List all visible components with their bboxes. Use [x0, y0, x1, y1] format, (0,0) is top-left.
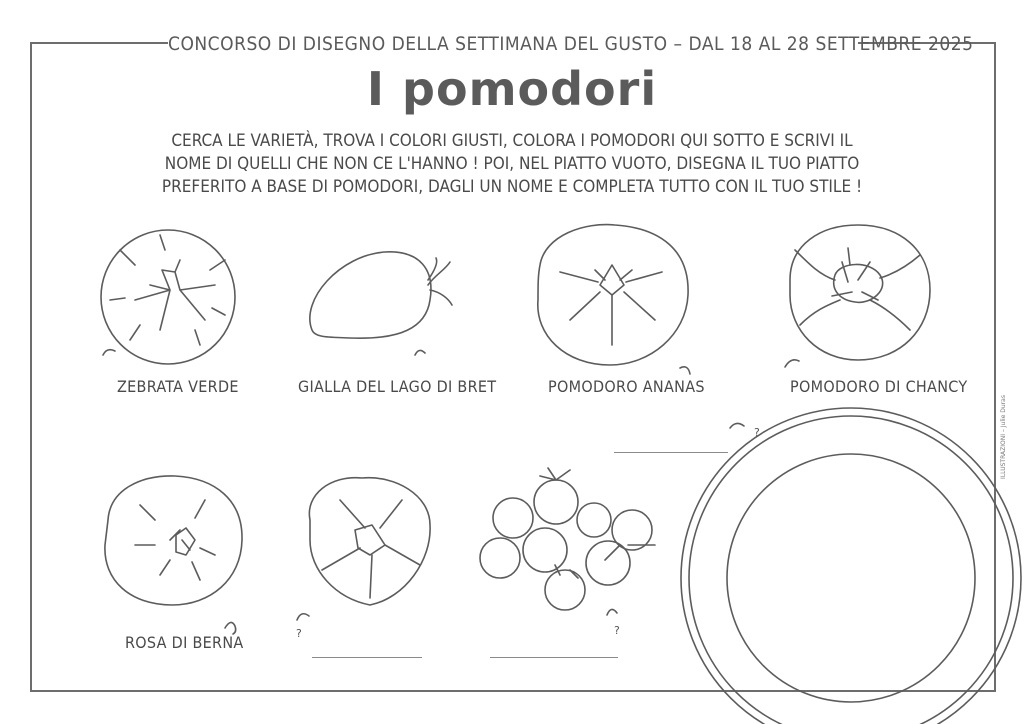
tomato-chancy-drawing	[785, 225, 930, 367]
plate-name-question: ?	[754, 426, 760, 439]
contest-header: CONCORSO DI DISEGNO DELLA SETTIMANA DEL GUSTO – DAL 18 AL 28 SETTEMBRE 2025	[168, 30, 858, 58]
unknown-tomato-1-name-line[interactable]	[312, 657, 422, 658]
label-pomodoro-chancy: POMODORO DI CHANCY	[790, 377, 968, 396]
unknown-tomato-1-question: ?	[296, 627, 302, 640]
label-rosa-berna: ROSA DI BERNA	[125, 633, 244, 652]
plate-name-line[interactable]	[614, 452, 728, 453]
unknown-tomato-2-name-line[interactable]	[490, 657, 618, 658]
plate-drawing	[681, 408, 1021, 724]
label-gialla-bret: GIALLA DEL LAGO DI BRET	[298, 377, 497, 396]
instructions-text: CERCA LE VARIETÀ, TROVA I COLORI GIUSTI, COLORA I POMODORI QUI SOTTO E SCRIVI IL NOME DI QUELLI CHE NON CE L'HANNO ! POI, NEL PIATTO VUOTO, DISEGNA IL TUO PIATTO PREFERITO A BASE DI POMODORI, DAGLI UN NOME E COMPLETA TUTTO CON IL TUO STILE !	[161, 131, 863, 197]
label-pomodoro-ananas: POMODORO ANANAS	[548, 377, 705, 396]
label-zebrata-verde: ZEBRATA VERDE	[117, 377, 239, 396]
tomato-rosa-berna-drawing	[105, 476, 242, 634]
tomato-ananas-drawing	[538, 225, 690, 374]
tomato-cherry-cluster-drawing	[480, 468, 655, 615]
tomato-zebrata-verde-drawing	[101, 230, 235, 364]
unknown-tomato-2-question: ?	[614, 624, 620, 637]
page-title: I pomodori	[366, 62, 658, 116]
tomato-unnamed-1-drawing	[297, 478, 430, 620]
illustration-credit: ILLUSTRAZIONI – Julie Duras	[1000, 395, 1007, 479]
tomato-gialla-bret-drawing	[310, 252, 452, 355]
